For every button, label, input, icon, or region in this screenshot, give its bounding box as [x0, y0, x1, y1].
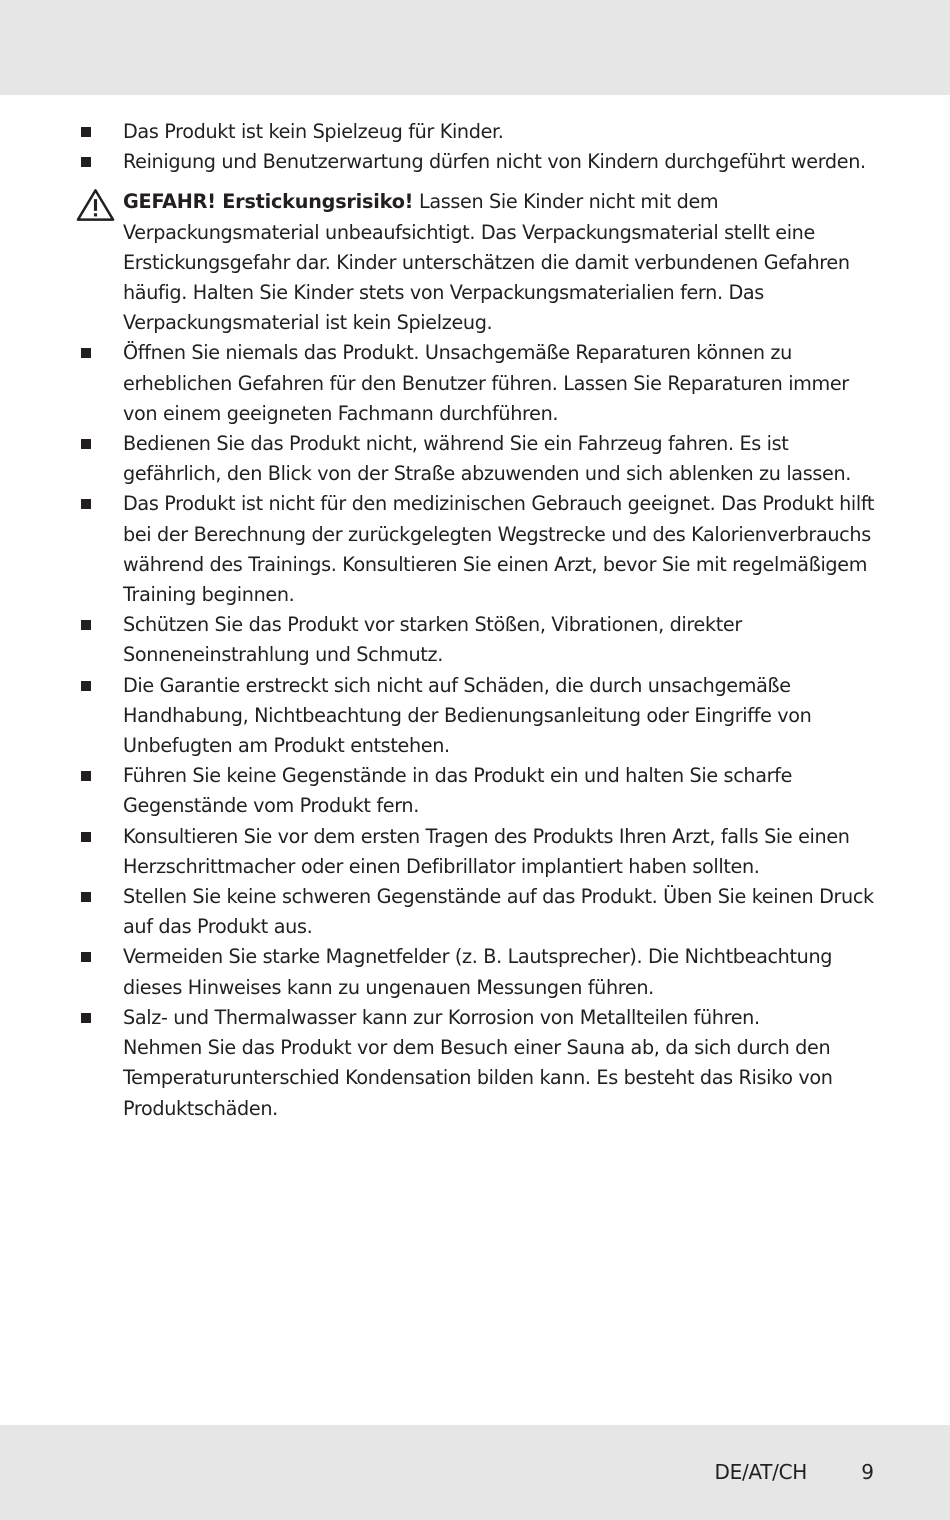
warning-title: GEFAHR! Erstickungsrisiko! [123, 190, 414, 214]
list-item-text: Bedienen Sie das Produkt nicht, während Sie ein Fahrzeug fahren. Es ist gefährlich, den Blick von der Straße abzuwenden und sich ablenken zu lassen. [123, 432, 852, 486]
list-item [78, 429, 878, 489]
list-item [78, 822, 878, 882]
square-bullet-icon [81, 952, 91, 962]
warning-body: Lassen Sie Kinder nicht mit dem Verpackungsmaterial unbeaufsichtigt. Das Verpackungsmaterial stellt eine Erstickungsgefahr dar. Kinder unterschätzen die damit verbundenen Gefahren häufig. Halten Sie Kinder stets von Verpackungsmaterialien fern. Das Verpackungsmaterial ist kein Spielzeug. [123, 190, 850, 335]
list-item [78, 489, 878, 610]
list-item-text: Salz- und Thermalwasser kann zur Korrosion von Metallteilen führen. [123, 1005, 760, 1029]
list-item-text: Das Produkt ist kein Spielzeug für Kinder. [123, 120, 504, 143]
list-item-text: Führen Sie keine Gegenstände in das Produkt ein und halten Sie scharfe Gegenstände vom Produkt fern. [123, 764, 793, 818]
warning-triangle-icon [76, 188, 115, 222]
list-item-text: Reinigung und Benutzerwartung dürfen nicht von Kindern durchgeführt werden. [123, 150, 866, 174]
list-item-text: Konsultieren Sie vor dem ersten Tragen des Produkts Ihren Arzt, falls Sie einen Herzschrittmacher oder einen Defibrillator implantiert haben sollten. [123, 824, 850, 878]
list-item-text: Vermeiden Sie starke Magnetfelder (z. B. Lautsprecher). Die Nichtbeachtung dieses Hinweises kann zu ungenauen Messungen führen. [123, 945, 833, 999]
list-item [78, 338, 878, 429]
square-bullet-icon [81, 681, 91, 691]
list-item [78, 882, 878, 942]
list-item-text: Das Produkt ist nicht für den medizinischen Gebrauch geeignet. Das Produkt hilft bei der Berechnung der zurückgelegten Wegstrecke und des Kalorienverbrauchs während des Trainings. Konsultieren Sie einen Arzt, bevor Sie mit regelmäßigem Training beginnen. [123, 492, 875, 607]
list-item-text: Schützen Sie das Produkt vor starken Stößen, Vibrationen, direkter Sonneneinstrahlung und Schmutz. [123, 613, 742, 667]
list-item [78, 117, 878, 147]
header-band [0, 0, 950, 95]
square-bullet-icon [81, 832, 91, 842]
square-bullet-icon [81, 892, 91, 902]
square-bullet-icon [81, 157, 91, 167]
list-item-text: Öffnen Sie niemals das Produkt. Unsachgemäße Reparaturen können zu erheblichen Gefahren für den Benutzer führen. Lassen Sie Reparaturen immer von einem geeigneten Fachmann durchführen. [123, 341, 849, 425]
square-bullet-icon [81, 439, 91, 449]
list-item [78, 1003, 878, 1124]
list-item-text: Die Garantie erstreckt sich nicht auf Schäden, die durch unsachgemäße Handhabung, Nichtbeachtung der Bedienungsanleitung oder Eingriffe von Unbefugten am Produkt entstehen. [123, 673, 812, 758]
danger-warning [78, 187, 878, 338]
page-number: 9 [861, 1460, 874, 1484]
list-item-continuation: Nehmen Sie das Produkt vor dem Besuch einer Sauna ab, da sich durch den Temperaturunterschied Kondensation bilden kann. Es besteht das Risiko von Produktschäden. [123, 1036, 833, 1120]
list-item-text: Stellen Sie keine schweren Gegenstände auf das Produkt. Üben Sie keinen Druck auf das Produkt aus. [123, 885, 874, 939]
footer-region-label: DE/AT/CH [714, 1460, 807, 1484]
square-bullet-icon [81, 127, 91, 137]
square-bullet-icon [81, 1013, 91, 1023]
list-item [78, 942, 878, 1002]
safety-instructions [78, 117, 878, 1124]
square-bullet-icon [81, 620, 91, 630]
footer-band [0, 1425, 950, 1520]
warning-text [123, 187, 878, 338]
list-item [78, 671, 878, 762]
list-item [78, 610, 878, 670]
square-bullet-icon [81, 771, 91, 781]
square-bullet-icon [81, 499, 91, 509]
list-item [78, 761, 878, 821]
square-bullet-icon [81, 348, 91, 358]
list-item [78, 147, 878, 177]
